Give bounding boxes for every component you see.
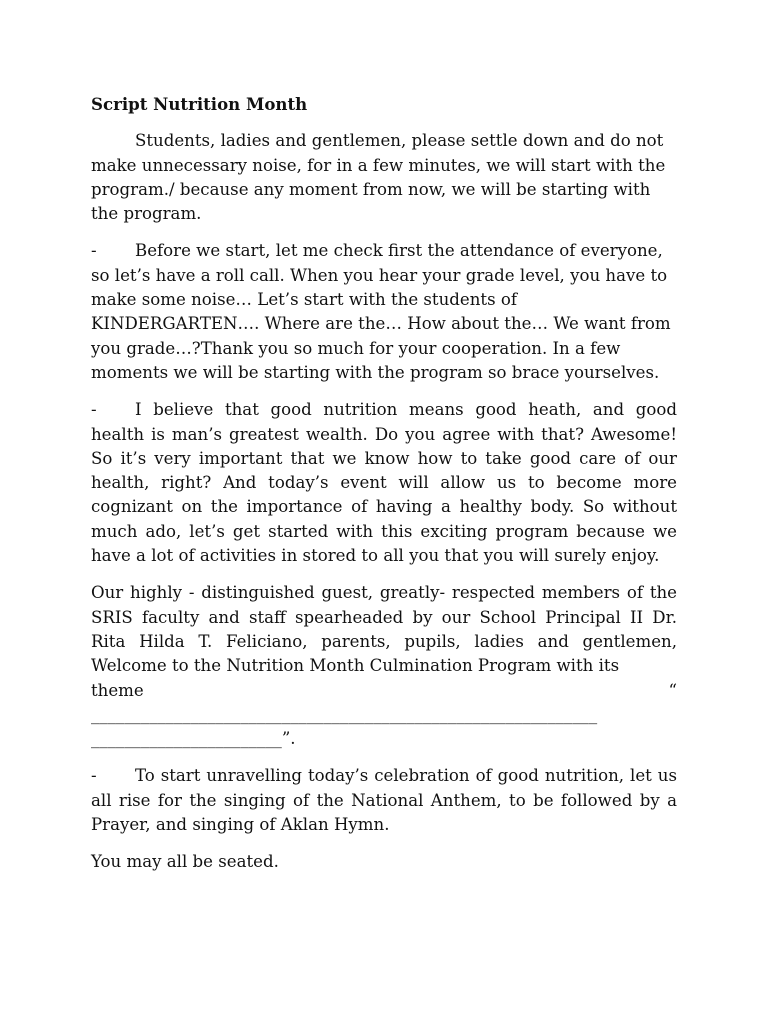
list-dash: - <box>91 400 97 420</box>
paragraph-good-nutrition-text: I believe that good nutrition means good heath, and good health is man’s greatest wealth. Do you agree with that? Awesome! So it’s very important that we know how to take good care of our health, right? And today’s event will allow us to become more cognizant on the importance of having a healthy body. So without much ado, let’s get started with this exciting program because we have a lot of activities in stored to all you that you will surely enjoy. <box>91 400 677 566</box>
theme-open-quote: “ <box>668 680 677 700</box>
list-dash: - <box>91 766 97 786</box>
paragraph-settle-down: Students, ladies and gentlemen, please settle down and do not make unnecessary noise, for in a few minutes, we will start with the program./ because any moment from now, we will be starting with the program. <box>91 131 666 224</box>
paragraph-good-nutrition <box>91 398 677 568</box>
document-page <box>91 92 677 888</box>
paragraph-roll-call <box>91 239 677 385</box>
list-dash: - <box>91 241 97 261</box>
paragraph-roll-call-text: Before we start, let me check first the attendance of everyone, so let’s have a roll call. When you hear your grade level, you have to make some noise… Let’s start with the students of KINDERGARTEN…. Where are the… How about the… We want from you grade…?Thank you so much for your cooperation. In a few moments we will be starting with the program so brace yourselves. <box>91 241 671 382</box>
paragraph-welcome-text <box>91 581 677 678</box>
theme-blank-line: _____________________________________________________________ <box>91 704 598 724</box>
paragraph-national-anthem-text: To start unravelling today’s celebration of good nutrition, let us all rise for the singing of the National Anthem, to be followed by a Prayer, and singing of Aklan Hymn. <box>91 766 677 835</box>
theme-word: theme <box>91 680 144 700</box>
theme-blank-end: _______________________”. <box>91 729 296 749</box>
document-title: Script Nutrition Month <box>91 94 308 114</box>
paragraph-welcome <box>91 581 677 751</box>
welcome-text: Our highly - distinguished guest, greatly- respected members of the SRIS faculty and staff spearheaded by our School Principal II Dr. Rita Hilda T. Feliciano, parents, pupils, ladies and gentlemen, Welcome to the Nutrition Month Culmination Program with its <box>91 583 677 676</box>
theme-line <box>91 679 677 703</box>
paragraph-be-seated: You may all be seated. <box>91 852 279 872</box>
paragraph-national-anthem <box>91 764 677 837</box>
